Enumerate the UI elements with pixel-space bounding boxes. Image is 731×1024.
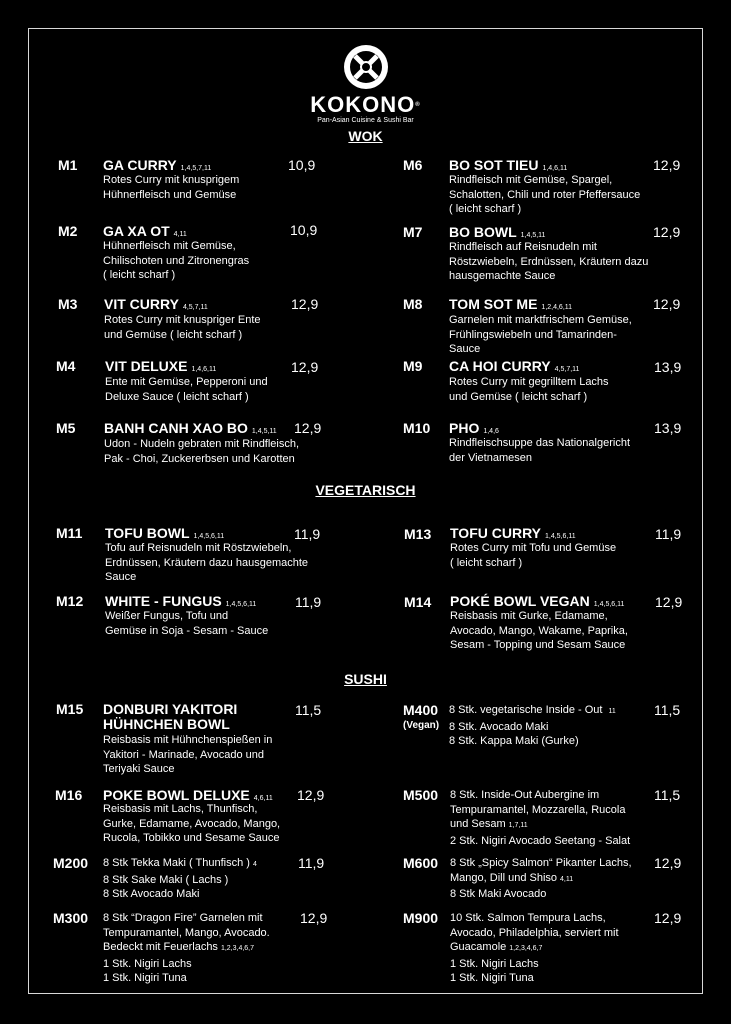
- item-name-line-2: HÜHNCHEN BOWL: [103, 716, 230, 732]
- item-price: 11,5: [654, 702, 681, 718]
- item-description: Weißer Fungus, Tofu und Gemüse in Soja - Sesam - Sauce: [105, 610, 269, 637]
- item-description: 8 Stk Tekka Maki ( Thunfisch ) 4 8 Stk Sake Maki ( Lachs ) 8 Stk Avocado Maki: [103, 857, 257, 900]
- allergen-codes: 1,4,5,11: [520, 232, 546, 239]
- allergen-codes: 4,11: [173, 231, 187, 238]
- allergen-codes: 1,4,6: [483, 428, 499, 435]
- item-price: 11,9: [294, 526, 321, 542]
- allergen-codes: 1,4,5,6,11: [193, 533, 225, 540]
- item-code: M400 (Vegan): [403, 702, 440, 731]
- item-name: POKÉ BOWL VEGAN 1,4,5,6,11: [450, 593, 625, 609]
- allergen-codes: 1,4,5,7,11: [180, 165, 212, 172]
- item-price: 13,9: [654, 359, 682, 375]
- restaurant-logo: [0, 42, 731, 125]
- item-description: Udon - Nudeln gebraten mit Rindfleisch, Pak - Choi, Zuckererbsen und Karotten: [104, 438, 300, 465]
- item-code: M500: [403, 787, 439, 803]
- kokono-circle-logo-icon: [341, 42, 391, 92]
- item-description: 8 Stk. Inside-Out Aubergine im Tempuramantel, Mozzarella, Rucola und Sesam 1,7,11 2 Stk. Nigiri Avocado Seetang - Salat: [450, 789, 631, 847]
- item-name: PHO 1,4,6: [449, 420, 499, 436]
- vegan-label: (Vegan): [403, 720, 440, 731]
- brand-name: KOKONO®: [310, 92, 421, 117]
- item-code: M6: [403, 157, 423, 173]
- item-description: Garnelen mit marktfrischem Gemüse, Frühlingswiebeln und Tamarinden- Sauce: [449, 314, 632, 355]
- allergen-codes: 1,4,5,6,11: [593, 601, 625, 608]
- section-title-vegetarisch: VEGETARISCH: [315, 482, 416, 498]
- item-code: M7: [403, 224, 423, 240]
- allergen-codes: 4,5,7,11: [554, 366, 580, 373]
- item-name: VIT DELUXE 1,4,6,11: [105, 358, 217, 374]
- item-price: 11,5: [295, 702, 322, 718]
- item-description: Rotes Curry mit Tofu und Gemüse ( leicht scharf ): [450, 542, 617, 569]
- item-description: Rindfleisch mit Gemüse, Spargel, Schalotten, Chili und roter Pfeffersauce ( leicht scharf ): [449, 174, 641, 215]
- item-code: M15: [56, 701, 84, 717]
- allergen-codes: 4,5,7,11: [182, 304, 208, 311]
- item-name: GA XA OT 4,11: [103, 223, 187, 239]
- item-price: 12,9: [291, 296, 319, 312]
- allergen-codes: 1,4,5,6,11: [225, 601, 257, 608]
- item-description: Rotes Curry mit knusprigem Hühnerfleisch und Gemüse: [103, 174, 240, 201]
- item-code: M3: [58, 296, 78, 312]
- section-title-wok: WOK: [348, 128, 383, 144]
- item-description: Ente mit Gemüse, Pepperoni und Deluxe Sauce ( leicht scharf ): [105, 376, 268, 403]
- item-name: BO BOWL 1,4,5,11: [449, 224, 546, 240]
- item-price: 12,9: [653, 157, 681, 173]
- item-price: 12,9: [655, 594, 683, 610]
- item-price: 12,9: [300, 910, 328, 926]
- item-price: 12,9: [294, 420, 322, 436]
- item-code: M4: [56, 358, 76, 374]
- item-code: M14: [404, 594, 432, 610]
- item-price: 12,9: [297, 787, 325, 803]
- item-name: POKE BOWL DELUXE 4,6,11: [103, 787, 273, 803]
- item-description: Rindfleisch auf Reisnudeln mit Röstzwiebeln, Erdnüssen, Kräutern dazu hausgemachte Sauce: [449, 241, 649, 282]
- item-description: 8 Stk “Dragon Fire” Garnelen mit Tempuramantel, Mango, Avocado. Bedeckt mit Feuerlachs 1,2,3,4,6,7 1 Stk. Nigiri Lachs 1 Stk. Nigiri Tuna: [103, 912, 270, 984]
- item-name: CA HOI CURRY 4,5,7,11: [449, 358, 580, 374]
- item-price: 11,9: [295, 594, 322, 610]
- item-description: Reisbasis mit Hühnchenspießen in Yakitori - Marinade, Avocado und Teriyaki Sauce: [103, 734, 273, 775]
- item-name: TOFU BOWL 1,4,5,6,11: [105, 525, 225, 541]
- allergen-codes: 1,2,4,6,11: [541, 304, 573, 311]
- item-code: M600: [403, 855, 439, 871]
- allergen-codes: 1,4,6,11: [191, 366, 217, 373]
- allergen-codes: 4,6,11: [253, 795, 273, 802]
- allergen-codes: 1,4,5,6,11: [545, 533, 576, 540]
- item-description: Tofu auf Reisnudeln mit Röstzwiebeln, Erdnüssen, Kräutern dazu hausgemachte Sauce: [105, 542, 309, 583]
- item-name: GA CURRY 1,4,5,7,11: [103, 157, 212, 173]
- item-code: M2: [58, 223, 78, 239]
- item-price: 12,9: [291, 359, 319, 375]
- allergen-codes: 1,4,5,11: [251, 428, 277, 435]
- item-description: Rindfleischsuppe das Nationalgericht der Vietnamesen: [449, 437, 630, 464]
- item-code: M16: [55, 787, 83, 803]
- item-price: 11,9: [298, 855, 325, 871]
- item-code: M12: [56, 593, 84, 609]
- item-price: 12,9: [653, 296, 681, 312]
- item-description: 8 Stk. vegetarische Inside - Out 11 8 Stk. Avocado Maki 8 Stk. Kappa Maki (Gurke): [449, 704, 616, 747]
- item-code: M13: [404, 526, 432, 542]
- section-title-sushi: SUSHI: [344, 671, 387, 687]
- item-price: 11,9: [655, 526, 682, 542]
- item-name: WHITE - FUNGUS 1,4,5,6,11: [105, 593, 257, 609]
- item-description: Reisbasis mit Lachs, Thunfisch, Gurke, Edamame, Avocado, Mango, Rucola, Tobikko und Sesame Sauce: [103, 803, 281, 844]
- item-code: M10: [403, 420, 431, 436]
- item-price: 10,9: [290, 222, 318, 238]
- item-name: DONBURI YAKITORI: [103, 701, 238, 717]
- item-name: TOM SOT ME 1,2,4,6,11: [449, 296, 573, 312]
- item-name: BO SOT TIEU 1,4,6,11: [449, 157, 568, 173]
- item-description: 10 Stk. Salmon Tempura Lachs, Avocado, Philadelphia, serviert mit Guacamole 1,2,3,4,6,7 1 Stk. Nigiri Lachs 1 Stk. Nigiri Tuna: [450, 912, 619, 984]
- item-description: Reisbasis mit Gurke, Edamame, Avocado, Mango, Wakame, Paprika, Sesam - Topping und Sesam Sauce: [450, 610, 628, 651]
- item-description: Rotes Curry mit gegrilltem Lachs und Gemüse ( leicht scharf ): [449, 376, 609, 403]
- item-code: M8: [403, 296, 423, 312]
- item-price: 12,9: [654, 910, 682, 926]
- item-code: M200: [53, 855, 89, 871]
- item-code: M9: [403, 358, 423, 374]
- item-price: 13,9: [654, 420, 682, 436]
- item-description: Rotes Curry mit knuspriger Ente und Gemüse ( leicht scharf ): [104, 314, 261, 341]
- item-price: 10,9: [288, 157, 316, 173]
- item-name: VIT CURRY 4,5,7,11: [104, 296, 208, 312]
- item-code: M1: [58, 157, 78, 173]
- item-code: M5: [56, 420, 76, 436]
- item-name: TOFU CURRY 1,4,5,6,11: [450, 525, 576, 541]
- item-name: BANH CANH XAO BO 1,4,5,11: [104, 420, 277, 436]
- item-price: 11,5: [654, 787, 681, 803]
- item-description: 8 Stk „Spicy Salmon“ Pikanter Lachs, Mango, Dill und Shiso 4,11 8 Stk Maki Avocado: [450, 857, 632, 900]
- item-price: 12,9: [653, 224, 681, 240]
- item-description: Hühnerfleisch mit Gemüse, Chilischoten und Zitronengras ( leicht scharf ): [103, 240, 250, 281]
- item-code: M300: [53, 910, 89, 926]
- item-price: 12,9: [654, 855, 682, 871]
- item-code: M900: [403, 910, 439, 926]
- brand-tagline: Pan-Asian Cuisine & Sushi Bar: [317, 117, 414, 124]
- allergen-codes: 1,4,6,11: [542, 165, 568, 172]
- item-code: M11: [56, 525, 83, 541]
